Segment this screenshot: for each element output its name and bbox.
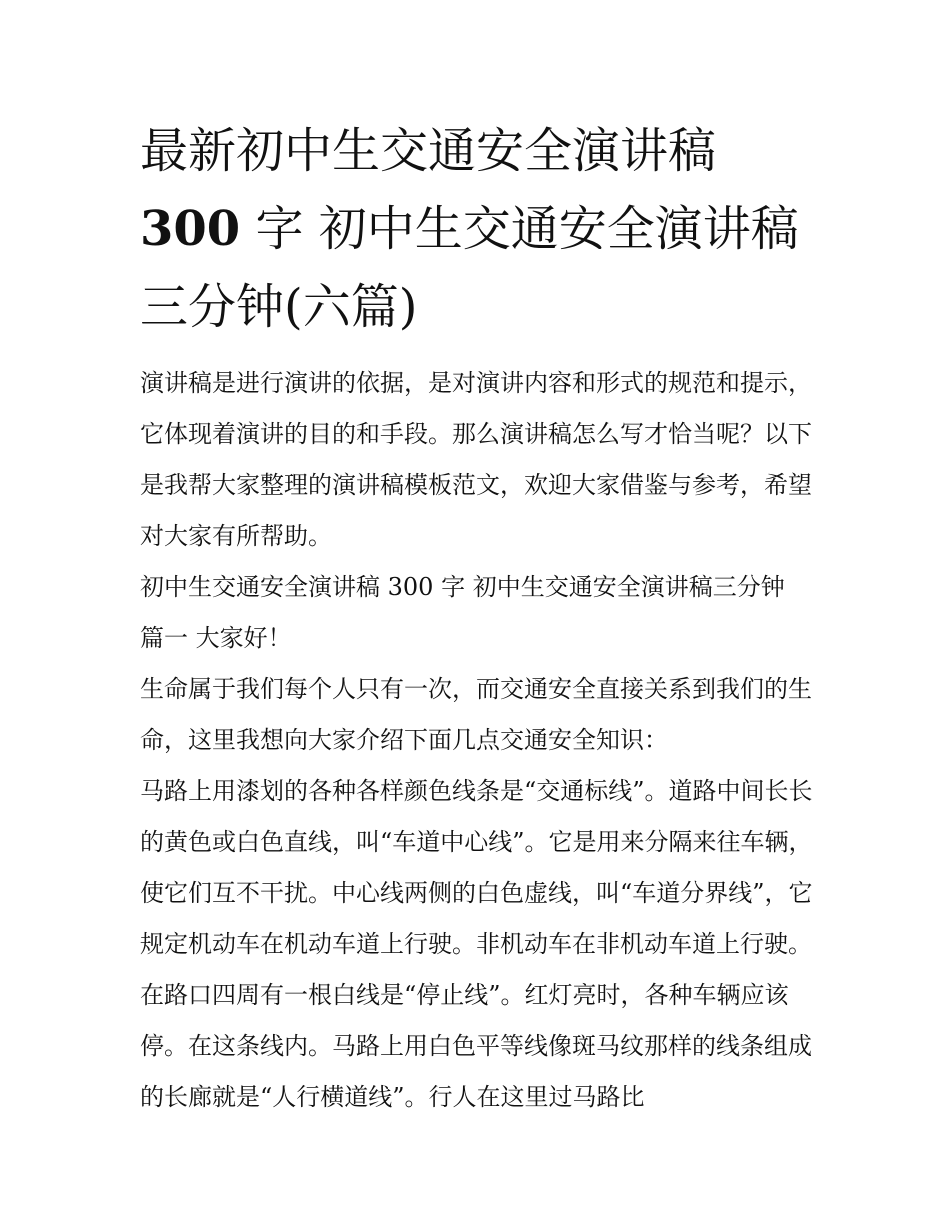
- paragraph-heading: 初中生交通安全演讲稿 300 字 初中生交通安全演讲稿三分钟: [140, 573, 785, 601]
- paragraph-intro: 演讲稿是进行演讲的依据，是对演讲内容和形式的规范和提示，它体现着演讲的目的和手段。那么演讲稿怎么写才恰当呢？以下是我帮大家整理的演讲稿模板范文，欢迎大家借鉴与参考，希望对大家有所帮助。: [140, 369, 812, 550]
- paragraph-life: 生命属于我们每个人只有一次，而交通安全直接关系到我们的生命，这里我想向大家介绍下面几点交通安全知识：: [140, 675, 812, 754]
- document-title: [140, 112, 820, 346]
- document-body: [140, 358, 820, 1123]
- paragraph-greeting: 篇一 大家好！: [140, 624, 292, 652]
- title-line-1: 最新初中生交通安全演讲稿: [140, 123, 717, 179]
- document-content: [140, 112, 820, 1123]
- title-line-2-number: 300: [140, 201, 241, 257]
- paragraph-road-markings: 马路上用漆划的各种各样颜色线条是“交通标线”。道路中间长长的黄色或白色直线，叫“车道中心线”。它是用来分隔来往车辆，使它们互不干扰。中心线两侧的白色虚线，叫“车道分界线”，它规定机动车在机动车道上行驶。非机动车在非机动车道上行驶。在路口四周有一根白线是“停止线”。红灯亮时，各种车辆应该停。在这条线内。马路上用白色平等线像斑马纹那样的线条组成的长廊就是“人行横道线”。行人在这里过马路比: [140, 777, 813, 1111]
- title-line-2-text: 字 初中生交通安全演讲稿: [240, 201, 799, 257]
- title-line-3: 三分钟(六篇): [140, 279, 418, 335]
